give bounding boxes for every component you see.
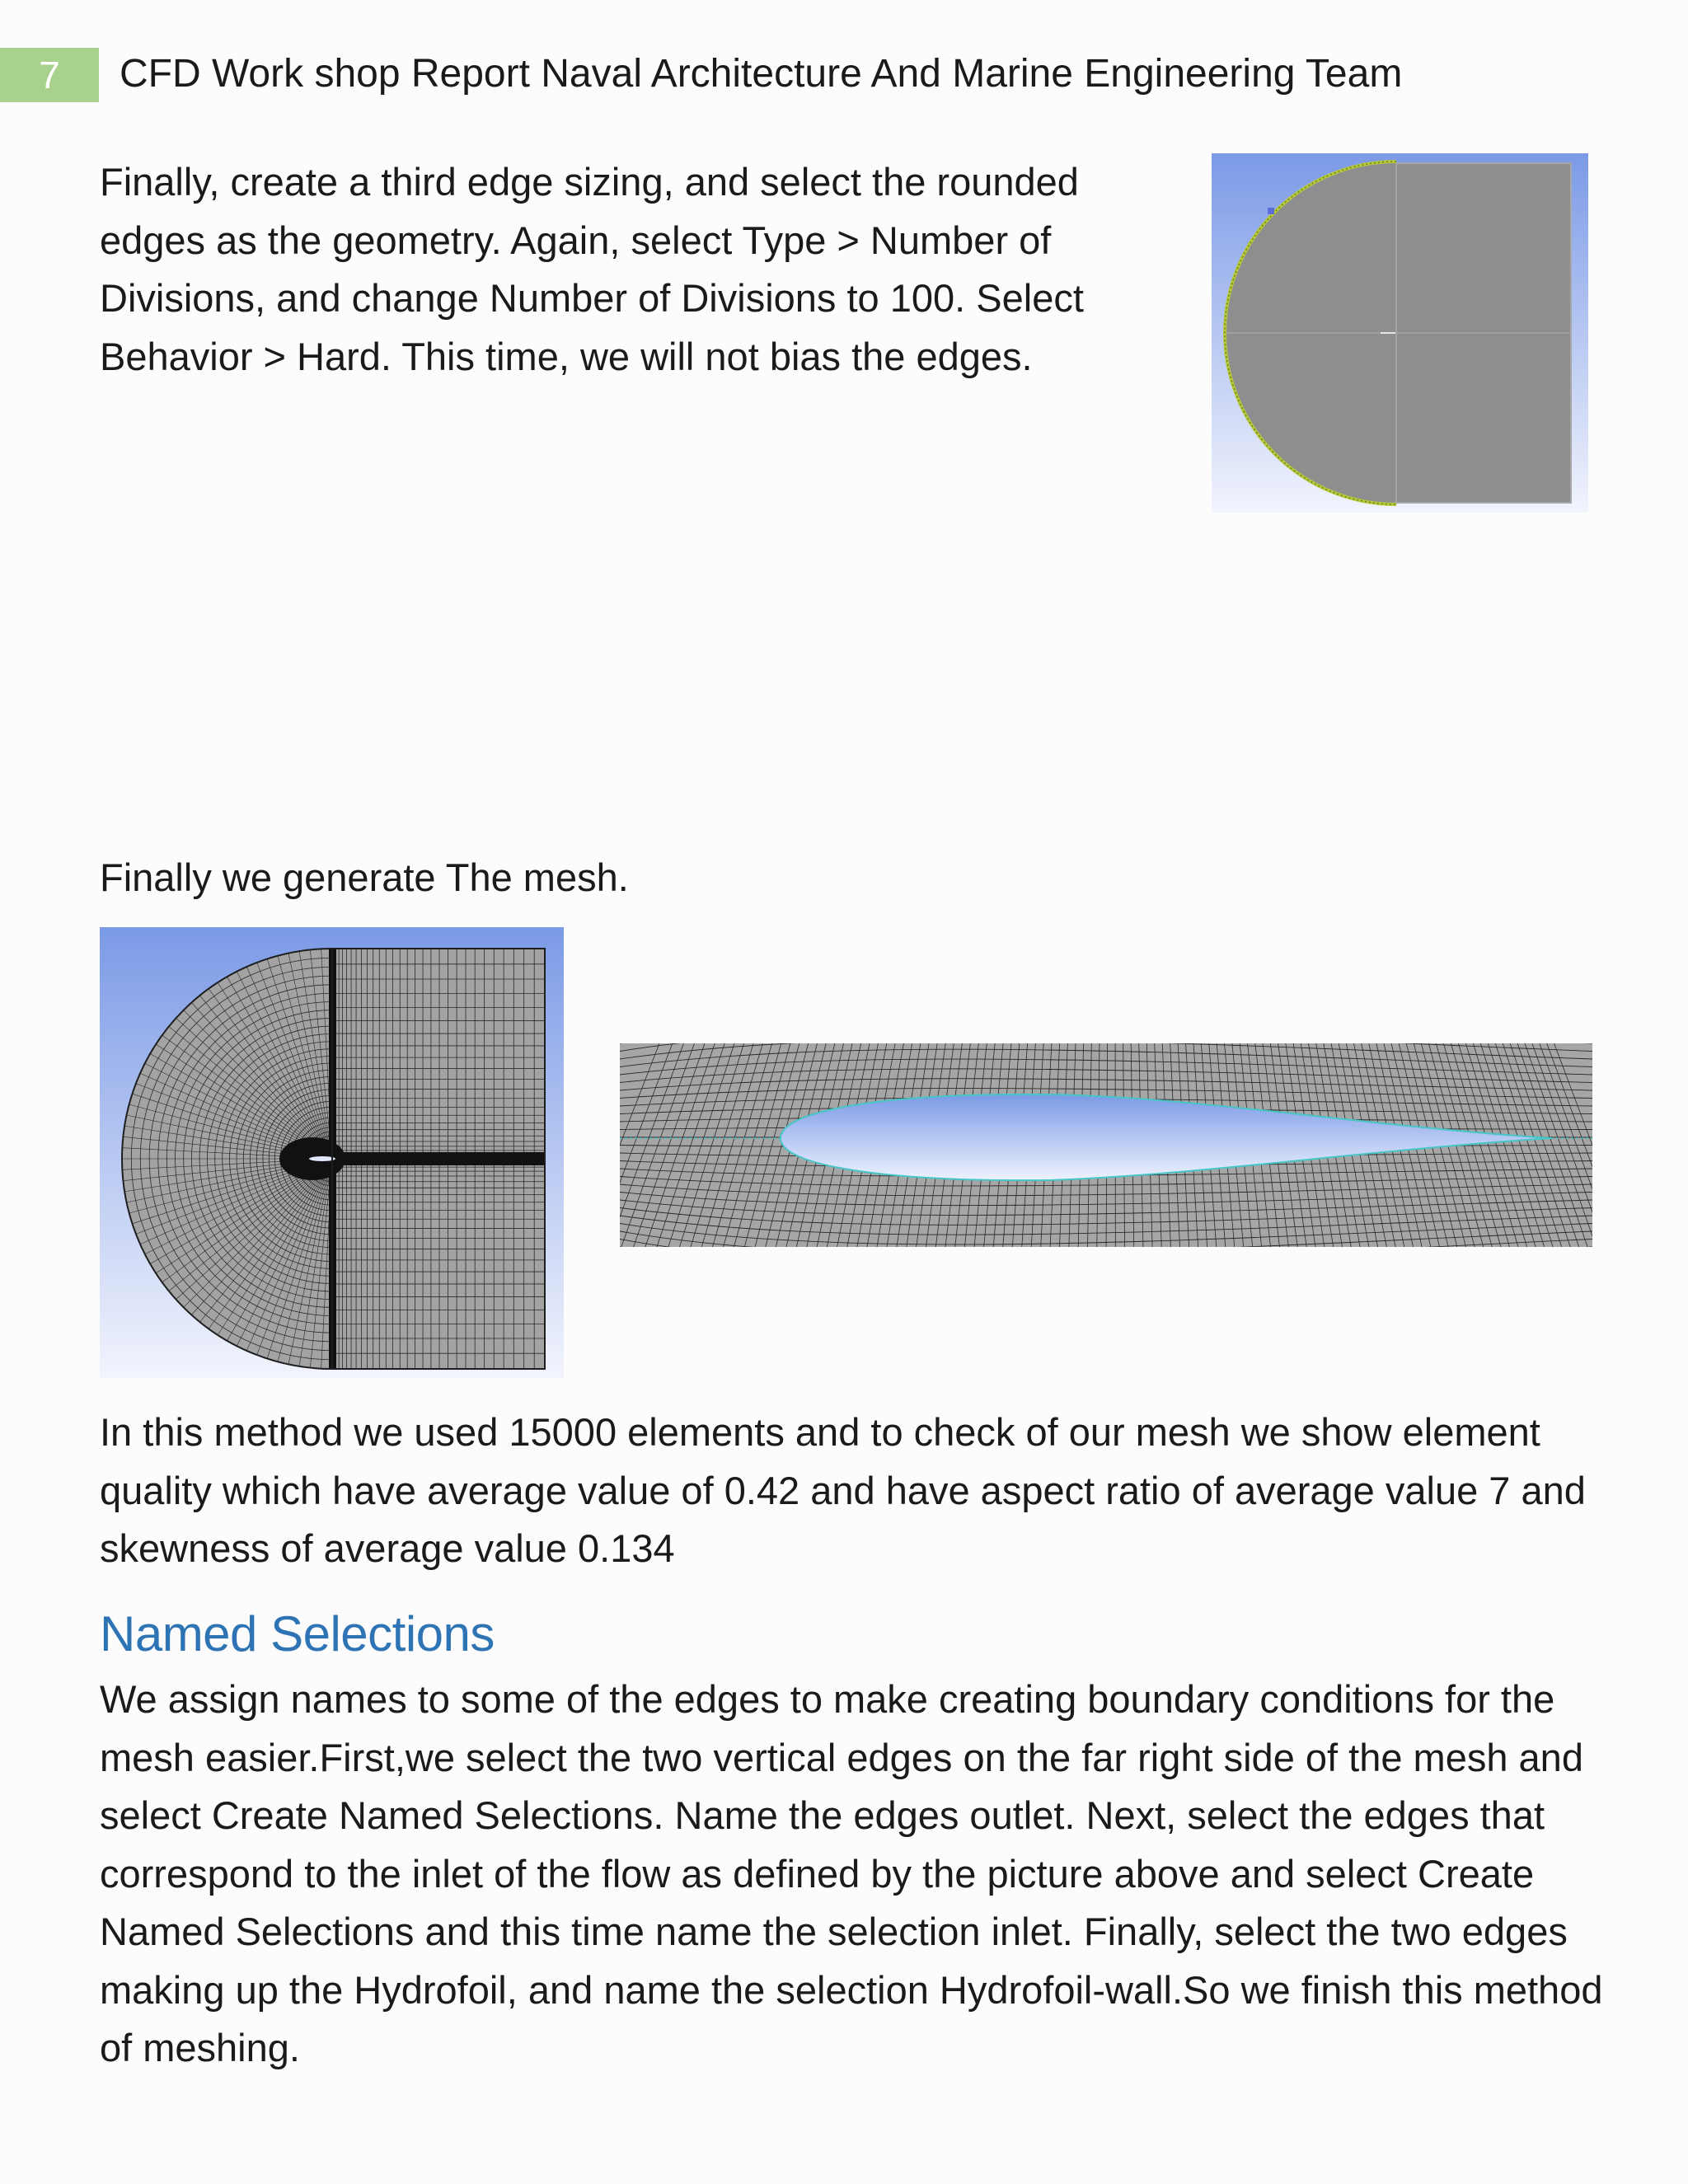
paragraph-named-selections: We assign names to some of the edges to make creating boundary conditions for the mesh easier.First,we select the two vertical edges on the far right side of the mesh and select Create Named Selections. Name the edges outlet. Next, select the edges that correspond to the inlet of the flow as defined by the picture above and select Create Named Selections and this time name the selection inlet. Finally, select the two edges making up the Hydrofoil, and name the selection Hydrofoil-wall.So we finish this method of meshing. (100, 1677, 1603, 2069)
mesh-overview-figure (100, 927, 564, 1378)
geometry-edge-figure (1212, 153, 1588, 513)
paragraph-mesh-statistics: In this method we used 15000 elements and to check of our mesh we show element quality which have average value of 0.42 and have aspect ratio of average value 7 and skewness of average value 0.134 (100, 1410, 1586, 1570)
page-number: 7 (39, 54, 60, 96)
page-header-title: CFD Work shop Report Naval Architecture And Marine Engineering Team (120, 52, 1403, 96)
section-heading-named-selections: Named Selections (100, 1606, 495, 1661)
hydrofoil-mesh-figure (620, 1043, 1592, 1247)
paragraph-edge-sizing: Finally, create a third edge sizing, and select the rounded edges as the geometry. Again, select Type > Number of Divisions, and change Number of Divisions to 100. Select Behavior > Hard. This time, we will not bias the edges. (100, 160, 1084, 378)
page-number-badge (0, 48, 99, 102)
paragraph-generate-mesh: Finally we generate The mesh. (100, 855, 629, 899)
